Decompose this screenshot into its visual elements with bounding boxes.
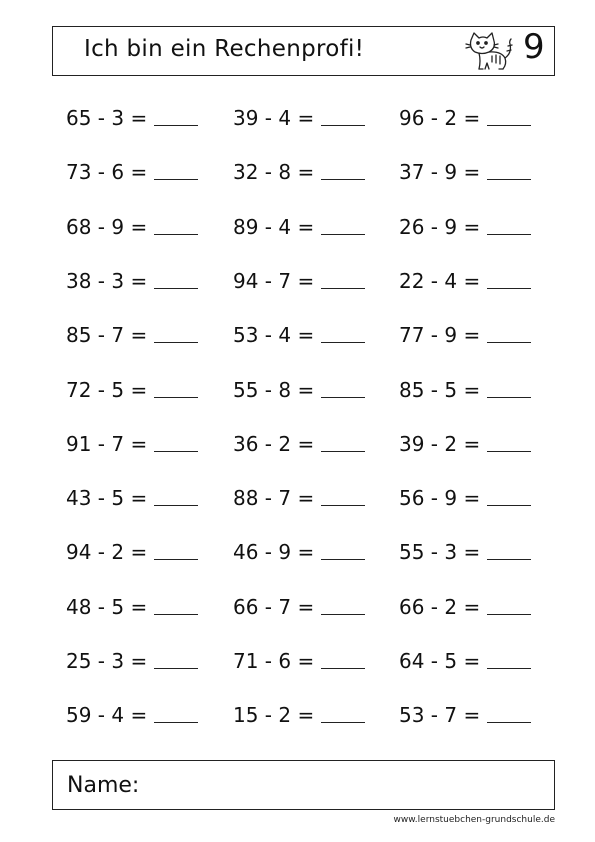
problem-expression: 89 - 4 = [233,214,315,239]
problem-expression: 53 - 4 = [233,323,315,348]
problem-expression: 55 - 3 = [399,540,481,565]
problem-expression: 77 - 9 = [399,323,481,348]
problem-item [66,154,198,184]
answer-blank[interactable] [321,722,365,723]
problem-expression: 55 - 8 = [233,377,315,402]
problem-expression: 66 - 2 = [399,594,481,619]
problem-item [233,154,365,184]
problem-item [233,534,365,564]
answer-blank[interactable] [154,614,198,615]
problem-expression: 56 - 9 = [399,486,481,511]
problem-expression: 71 - 6 = [233,649,315,673]
problem-item [399,643,531,673]
problem-item [399,263,531,293]
answer-blank[interactable] [154,451,198,452]
problem-item [66,697,198,727]
problem-expression: 85 - 7 = [66,323,148,348]
problem-item [399,534,531,564]
answer-blank[interactable] [487,397,531,398]
problem-expression: 59 - 4 = [66,703,148,728]
problem-expression: 25 - 3 = [66,649,148,673]
problem-expression: 46 - 9 = [233,540,315,565]
answer-blank[interactable] [321,668,365,669]
answer-blank[interactable] [487,614,531,615]
answer-blank[interactable] [321,342,365,343]
problem-item [399,480,531,510]
problem-item [233,100,365,130]
name-box[interactable] [52,760,555,810]
problem-expression: 91 - 7 = [66,431,148,456]
problem-expression: 22 - 4 = [399,268,481,293]
problem-item [66,372,198,402]
problem-item [66,643,198,673]
answer-blank[interactable] [321,234,365,235]
problem-item [399,154,531,184]
problem-item [233,643,365,673]
answer-blank[interactable] [154,397,198,398]
name-label: Name: [67,773,140,798]
answer-blank[interactable] [321,179,365,180]
answer-blank[interactable] [154,179,198,180]
problem-item [66,589,198,619]
answer-blank[interactable] [487,234,531,235]
problem-expression: 64 - 5 = [399,649,481,673]
answer-blank[interactable] [487,722,531,723]
problem-item [233,426,365,456]
problem-expression: 72 - 5 = [66,377,148,402]
worksheet-title: Ich bin ein Rechenprofi! [84,36,365,62]
problem-expression: 94 - 2 = [66,540,148,565]
problem-item [399,317,531,347]
level-number: 9 [523,27,545,67]
problem-expression: 26 - 9 = [399,214,481,239]
answer-blank[interactable] [154,234,198,235]
problem-expression: 85 - 5 = [399,377,481,402]
answer-blank[interactable] [154,668,198,669]
answer-blank[interactable] [487,342,531,343]
problem-item [233,317,365,347]
answer-blank[interactable] [154,559,198,560]
problem-item [233,209,365,239]
problem-item [66,100,198,130]
problem-expression: 39 - 4 = [233,106,315,130]
problem-expression: 65 - 3 = [66,106,148,130]
problem-item [233,263,365,293]
problem-item [66,480,198,510]
answer-blank[interactable] [321,451,365,452]
problem-item [399,426,531,456]
problem-expression: 53 - 7 = [399,703,481,728]
problem-expression: 37 - 9 = [399,160,481,185]
problem-expression: 94 - 7 = [233,268,315,293]
answer-blank[interactable] [321,505,365,506]
answer-blank[interactable] [154,125,198,126]
footer-url: www.lernstuebchen-grundschule.de [393,815,555,825]
problem-expression: 36 - 2 = [233,431,315,456]
problem-item [399,697,531,727]
answer-blank[interactable] [154,288,198,289]
answer-blank[interactable] [154,342,198,343]
problem-expression: 68 - 9 = [66,214,148,239]
problem-item [66,317,198,347]
problem-item [233,589,365,619]
problem-item [66,209,198,239]
problem-item [66,534,198,564]
problem-expression: 43 - 5 = [66,486,148,511]
problem-expression: 32 - 8 = [233,160,315,185]
problem-item [233,697,365,727]
problem-expression: 96 - 2 = [399,106,481,130]
answer-blank[interactable] [321,125,365,126]
answer-blank[interactable] [487,179,531,180]
problem-item [399,589,531,619]
answer-blank[interactable] [487,559,531,560]
answer-blank[interactable] [154,722,198,723]
problem-expression: 66 - 7 = [233,594,315,619]
problem-expression: 48 - 5 = [66,594,148,619]
problem-item [399,209,531,239]
problem-item [399,100,531,130]
problem-item [66,263,198,293]
answer-blank[interactable] [321,397,365,398]
problem-expression: 73 - 6 = [66,160,148,185]
answer-blank[interactable] [487,288,531,289]
problem-expression: 38 - 3 = [66,268,148,293]
answer-blank[interactable] [487,505,531,506]
problem-expression: 88 - 7 = [233,486,315,511]
problem-item [233,480,365,510]
problem-expression: 15 - 2 = [233,703,315,728]
answer-blank[interactable] [487,451,531,452]
problem-item [233,372,365,402]
answer-blank[interactable] [321,559,365,560]
answer-blank[interactable] [321,614,365,615]
answer-blank[interactable] [154,505,198,506]
problem-item [399,372,531,402]
answer-blank[interactable] [487,668,531,669]
answer-blank[interactable] [321,288,365,289]
answer-blank[interactable] [487,125,531,126]
problem-item [66,426,198,456]
problem-expression: 39 - 2 = [399,431,481,456]
